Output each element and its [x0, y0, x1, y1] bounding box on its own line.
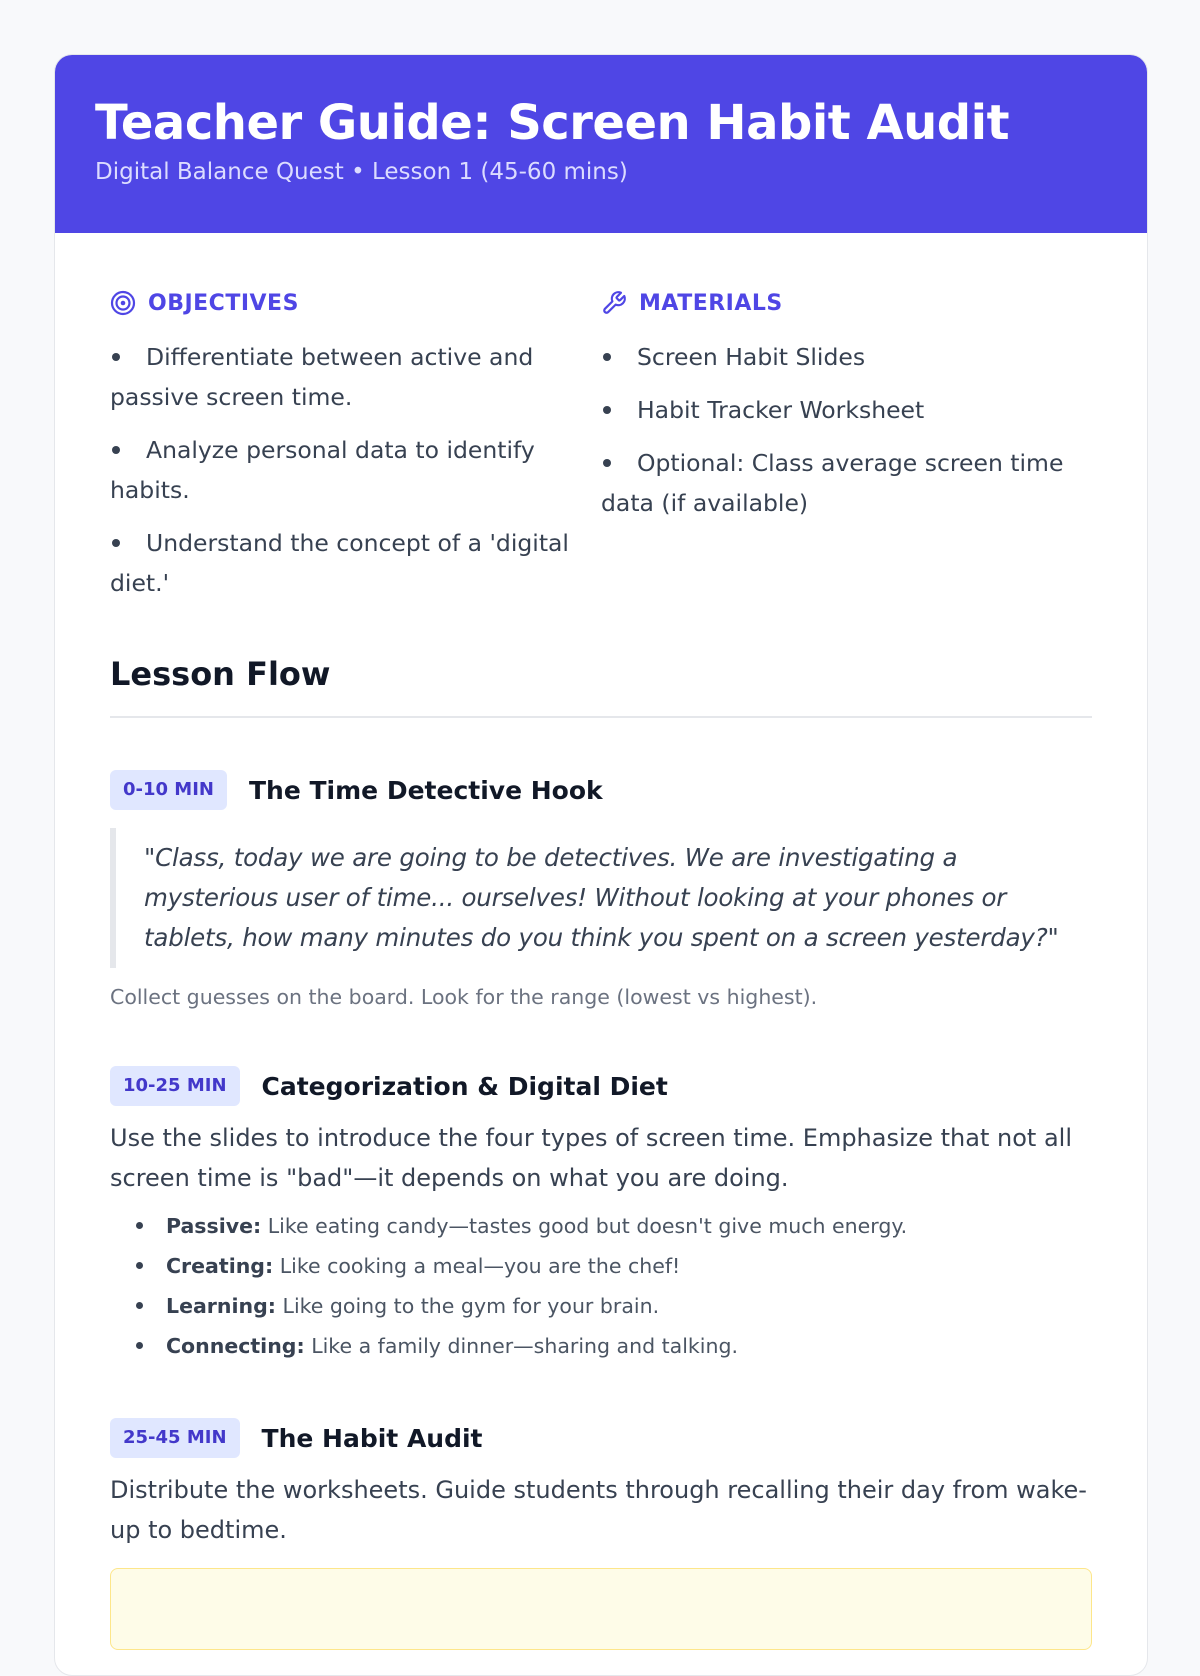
lesson-flow-title: Lesson Flow: [110, 655, 331, 693]
list-item: Screen Habit Slides: [601, 337, 1092, 377]
time-badge: 10-25 MIN: [110, 1066, 240, 1106]
lesson-guide-card: [54, 54, 1148, 1676]
lesson-step-habit-audit: [110, 1418, 1092, 1650]
guide-header: [55, 55, 1147, 233]
list-item: Passive: Like eating candy—tastes good but doesn't give much energy.: [135, 1206, 1092, 1246]
list-item: Learning: Like going to the gym for your brain.: [135, 1286, 1092, 1326]
step-note: Collect guesses on the board. Look for the range (lowest vs highest).: [110, 985, 818, 1009]
step-title: The Habit Audit: [261, 1423, 483, 1453]
screen-time-types-list: [110, 1206, 1092, 1366]
guide-body: [55, 233, 1147, 1650]
bullet-icon: [136, 1262, 143, 1269]
objectives-heading: OBJECTIVES: [148, 290, 299, 316]
lesson-step-categorization: [110, 1066, 1092, 1366]
teacher-script-quote: "Class, today we are going to be detectives. We are investigating a mysterious user of time... ourselves! Without looking at your phones or tablets, how many minutes do you think you spent on a screen yesterday?": [110, 828, 1092, 968]
bullet-icon: [136, 1222, 143, 1229]
time-badge: 25-45 MIN: [110, 1418, 240, 1458]
step-description: Use the slides to introduce the four types of screen time. Emphasize that not all screen time is "bad"—it depends on what you are doing.: [110, 1124, 1072, 1192]
page-subtitle: Digital Balance Quest • Lesson 1 (45-60 mins): [95, 159, 628, 185]
target-icon: [110, 290, 136, 316]
tip-callout: [110, 1568, 1092, 1650]
bullet-icon: [603, 353, 611, 361]
materials-section: [601, 283, 1092, 616]
list-item: Habit Tracker Worksheet: [601, 390, 1092, 430]
bullet-icon: [136, 1302, 143, 1309]
page-title: Teacher Guide: Screen Habit Audit: [95, 95, 1010, 151]
list-item: Optional: Class average screen time data (if available): [601, 449, 1064, 517]
bullet-icon: [603, 459, 611, 467]
list-item: Creating: Like cooking a meal—you are the chef!: [135, 1246, 1092, 1286]
bullet-icon: [112, 446, 120, 454]
list-item: Understand the concept of a 'digital diet.': [110, 529, 569, 597]
bullet-icon: [603, 406, 611, 414]
bullet-icon: [112, 539, 120, 547]
step-description: Distribute the worksheets. Guide students through recalling their day from wake-up to bedtime.: [110, 1476, 1087, 1544]
bullet-icon: [136, 1342, 143, 1349]
lesson-step-hook: [110, 770, 1092, 1014]
step-title: The Time Detective Hook: [248, 775, 603, 805]
objectives-list: [110, 337, 601, 603]
time-badge: 0-10 MIN: [110, 770, 227, 810]
list-item: Differentiate between active and passive screen time.: [110, 343, 534, 411]
materials-heading: MATERIALS: [639, 290, 783, 316]
wrench-icon: [601, 290, 627, 316]
divider: [110, 716, 1092, 718]
objectives-materials-row: [110, 283, 1092, 616]
list-item: Analyze personal data to identify habits.: [110, 436, 535, 504]
step-title: Categorization & Digital Diet: [261, 1071, 668, 1101]
objectives-section: [110, 283, 601, 616]
materials-list: [601, 337, 1092, 523]
list-item: Connecting: Like a family dinner—sharing and talking.: [135, 1326, 1092, 1366]
bullet-icon: [112, 353, 120, 361]
